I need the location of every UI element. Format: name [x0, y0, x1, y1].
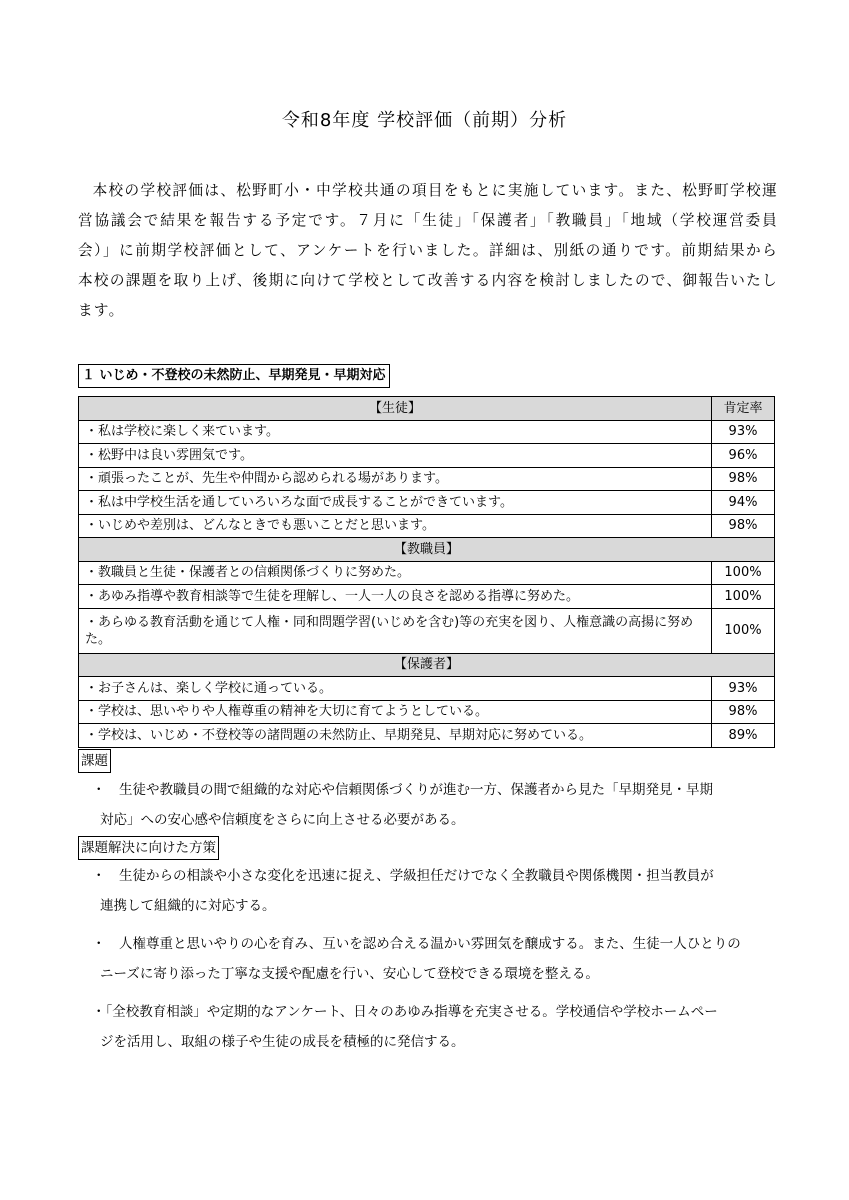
measure-item	[92, 929, 776, 989]
group-header-students: 【生徒】	[79, 397, 712, 421]
table-row	[79, 514, 775, 538]
table-row	[79, 420, 775, 444]
survey-item: ・あらゆる教育活動を通じて人権・同和問題学習(いじめを含む)等の充実を図り、人権意識の高揚に努めた。	[79, 608, 712, 653]
survey-item: ・私は中学校生活を通していろいろな面で成長することができています。	[79, 491, 712, 515]
measure-item-line: ・「全校教育相談」や定期的なアンケート、日々のあゆみ指導を充実させる。学校通信や学校ホームペー	[92, 1004, 718, 1020]
measure-item-continuation: 連携して組織的に対応する。	[100, 898, 276, 914]
measure-item	[92, 861, 776, 921]
survey-rate: 93%	[712, 420, 775, 444]
measure-item	[92, 997, 776, 1057]
measure-item-line: ・ 生徒からの相談や小さな変化を迅速に捉え、学級担任だけでなく全教職員や関係機関・担当教員が	[92, 868, 714, 884]
survey-rate: 94%	[712, 491, 775, 515]
table-row	[79, 561, 775, 585]
table-row	[79, 700, 775, 724]
measures-label: 課題解決に向けた方策	[78, 836, 219, 860]
survey-item: ・お子さんは、楽しく学校に通っている。	[79, 677, 712, 701]
table-row	[79, 608, 775, 653]
rate-column-header: 肯定率	[712, 397, 775, 421]
survey-rate: 93%	[712, 677, 775, 701]
survey-item: ・学校は、いじめ・不登校等の諸問題の未然防止、早期発見、早期対応に努めている。	[79, 724, 712, 748]
group-header-parents: 【保護者】	[79, 653, 775, 677]
table-row	[79, 491, 775, 515]
survey-table	[78, 396, 775, 748]
survey-item: ・松野中は良い雰囲気です。	[79, 444, 712, 468]
group-header-row	[79, 397, 775, 421]
table-row	[79, 444, 775, 468]
survey-item: ・私は学校に楽しく来ています。	[79, 420, 712, 444]
intro-paragraph	[78, 176, 778, 326]
group-header-row	[79, 538, 775, 562]
intro-text: 本校の学校評価は、松野町小・中学校共通の項目をもとに実施しています。また、松野町学校運営協議会で結果を報告する予定です。７月に「生徒」「保護者」「教職員」「地域（学校運営委員会）」に前期学校評価として、アンケートを行いました。詳細は、別紙の通りです。前期結果から本校の課題を取り上げ、後期に向けて学校として改善する内容を検討しましたので、御報告いたします。	[78, 182, 778, 319]
table-row	[79, 585, 775, 609]
page-title: 令和8年度 学校評価（前期）分析	[281, 110, 568, 131]
survey-item: ・頑張ったことが、先生や仲間から認められる場があります。	[79, 467, 712, 491]
survey-item: ・いじめや差別は、どんなときでも悪いことだと思います。	[79, 514, 712, 538]
measure-item-continuation: ジを活用し、取組の様子や生徒の成長を積極的に発信する。	[100, 1034, 465, 1050]
group-header-row	[79, 653, 775, 677]
table-row	[79, 467, 775, 491]
survey-rate: 100%	[712, 561, 775, 585]
survey-rate: 100%	[712, 585, 775, 609]
issues-bullet	[92, 775, 776, 835]
survey-item: ・教職員と生徒・保護者との信頼関係づくりに努めた。	[79, 561, 712, 585]
issues-bullet-continuation: 対応」への安心感や信頼度をさらに向上させる必要がある。	[100, 812, 465, 828]
table-row	[79, 724, 775, 748]
section-heading: １ いじめ・不登校の未然防止、早期発見・早期対応	[78, 364, 390, 388]
issues-bullet-line: ・ 生徒や教職員の間で組織的な対応や信頼関係づくりが進む一方、保護者から見た「早期発見・早期	[92, 782, 713, 798]
measure-item-line: ・ 人権尊重と思いやりの心を育み、互いを認め合える温かい雰囲気を醸成する。また、生徒一人ひとりの	[92, 936, 741, 952]
survey-item: ・学校は、思いやりや人権尊重の精神を大切に育てようとしている。	[79, 700, 712, 724]
table-row	[79, 677, 775, 701]
issues-label: 課題	[78, 749, 111, 773]
survey-rate: 98%	[712, 514, 775, 538]
measure-item-continuation: ニーズに寄り添った丁寧な支援や配慮を行い、安心して登校できる環境を整える。	[100, 966, 599, 982]
survey-rate: 89%	[712, 724, 775, 748]
survey-rate: 96%	[712, 444, 775, 468]
survey-item: ・あゆみ指導や教育相談等で生徒を理解し、一人一人の良さを認める指導に努めた。	[79, 585, 712, 609]
survey-rate: 98%	[712, 467, 775, 491]
group-header-staff: 【教職員】	[79, 538, 775, 562]
survey-rate: 98%	[712, 700, 775, 724]
survey-rate: 100%	[712, 608, 775, 653]
